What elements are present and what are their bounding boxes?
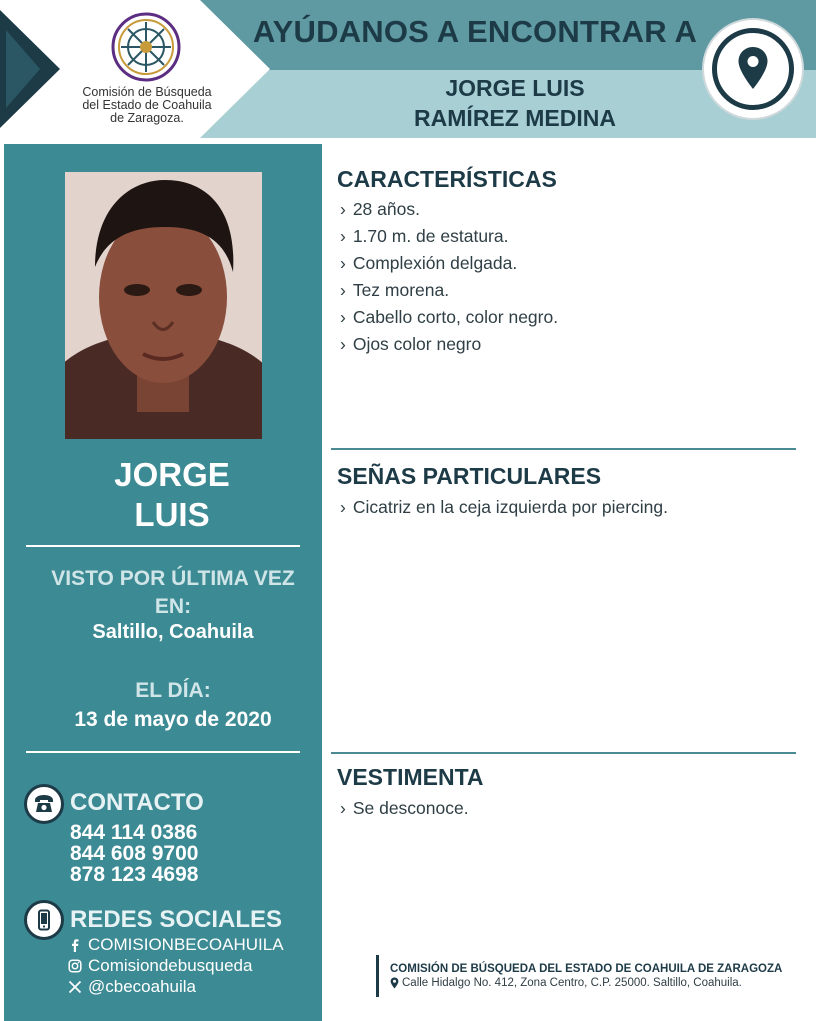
last-seen-label-line2: EN: <box>154 595 192 618</box>
footer-address-text: Calle Hidalgo No. 412, Zona Centro, C.P. 25000. Saltillo, Coahuila. <box>402 977 742 989</box>
contact-phone-2[interactable]: 844 608 9700 <box>70 842 199 865</box>
full-name-line2: RAMÍREZ MEDINA <box>414 105 616 131</box>
characteristic-item: › Cabello corto, color negro. <box>340 304 558 331</box>
last-seen-date: 13 de mayo de 2020 <box>74 708 272 731</box>
social-x[interactable] <box>68 976 284 997</box>
clothing-title: VESTIMENTA <box>337 764 484 790</box>
address-pin-icon <box>390 977 399 989</box>
footer-address <box>390 977 742 989</box>
social-list <box>68 934 284 997</box>
person-first-name <box>24 455 320 535</box>
full-name-header <box>330 70 700 133</box>
logo-panel <box>0 0 270 138</box>
footer-accent-bar <box>376 955 379 997</box>
characteristic-item: › 28 años. <box>340 196 558 223</box>
last-seen-label <box>14 565 332 621</box>
characteristic-item: › 1.70 m. de estatura. <box>340 223 558 250</box>
x-logo-icon <box>68 980 82 994</box>
marks-title: SEÑAS PARTICULARES <box>337 463 602 489</box>
instagram-icon <box>68 959 82 973</box>
characteristic-item: › Ojos color negro <box>340 331 558 358</box>
footer-org-name: COMISIÓN DE BÚSQUEDA DEL ESTADO DE COAHUILA DE ZARAGOZA <box>390 963 783 975</box>
contact-phone-3[interactable]: 878 123 4698 <box>70 863 199 886</box>
characteristics-title: CARACTERÍSTICAS <box>337 166 557 192</box>
facebook-handle: COMISIONBECOAHUILA <box>88 935 284 954</box>
right-divider-2 <box>331 752 796 754</box>
characteristic-item: › Complexión delgada. <box>340 250 558 277</box>
missing-person-photo <box>65 172 262 439</box>
contact-phone-1[interactable]: 844 114 0386 <box>70 821 198 844</box>
phone-icon <box>24 784 64 824</box>
social-instagram[interactable] <box>68 955 284 976</box>
facebook-icon <box>68 938 82 952</box>
x-handle: @cbecoahuila <box>88 977 196 996</box>
full-name-line1: JORGE LUIS <box>445 75 585 101</box>
last-seen-label-line1: VISTO POR ÚLTIMA VEZ <box>51 567 295 590</box>
first-name-line2: LUIS <box>134 496 210 533</box>
first-name-line1: JORGE <box>114 456 230 493</box>
left-divider-bottom <box>26 751 300 753</box>
contact-phone-list <box>70 822 198 885</box>
social-facebook[interactable] <box>68 934 284 955</box>
characteristic-item: › Tez morena. <box>340 277 558 304</box>
left-divider-top <box>26 545 300 547</box>
mark-item: › Cicatriz en la ceja izquierda por piercing. <box>340 494 668 521</box>
marks-list <box>340 494 668 521</box>
last-seen-place: Saltillo, Coahuila <box>92 621 254 643</box>
logo-line2: del Estado de Coahuila <box>82 98 212 112</box>
characteristics-list <box>340 196 558 358</box>
clothing-item: › Se desconoce. <box>340 795 469 822</box>
contact-title: CONTACTO <box>70 789 204 816</box>
commission-logo-text <box>62 86 232 125</box>
location-badge <box>704 20 802 118</box>
social-title: REDES SOCIALES <box>70 906 283 933</box>
instagram-handle: Comisiondebusqueda <box>88 956 253 975</box>
poster-title: AYÚDANOS A ENCONTRAR A <box>252 14 698 49</box>
last-seen-day-label: EL DÍA: <box>135 679 211 702</box>
clothing-list <box>340 795 469 822</box>
logo-line3: de Zaragoza. <box>110 111 184 125</box>
map-pin-icon <box>737 46 769 90</box>
commission-emblem-icon <box>111 12 181 82</box>
smartphone-icon <box>24 900 64 940</box>
logo-line1: Comisión de Búsqueda <box>82 85 212 99</box>
right-divider-1 <box>331 448 796 450</box>
